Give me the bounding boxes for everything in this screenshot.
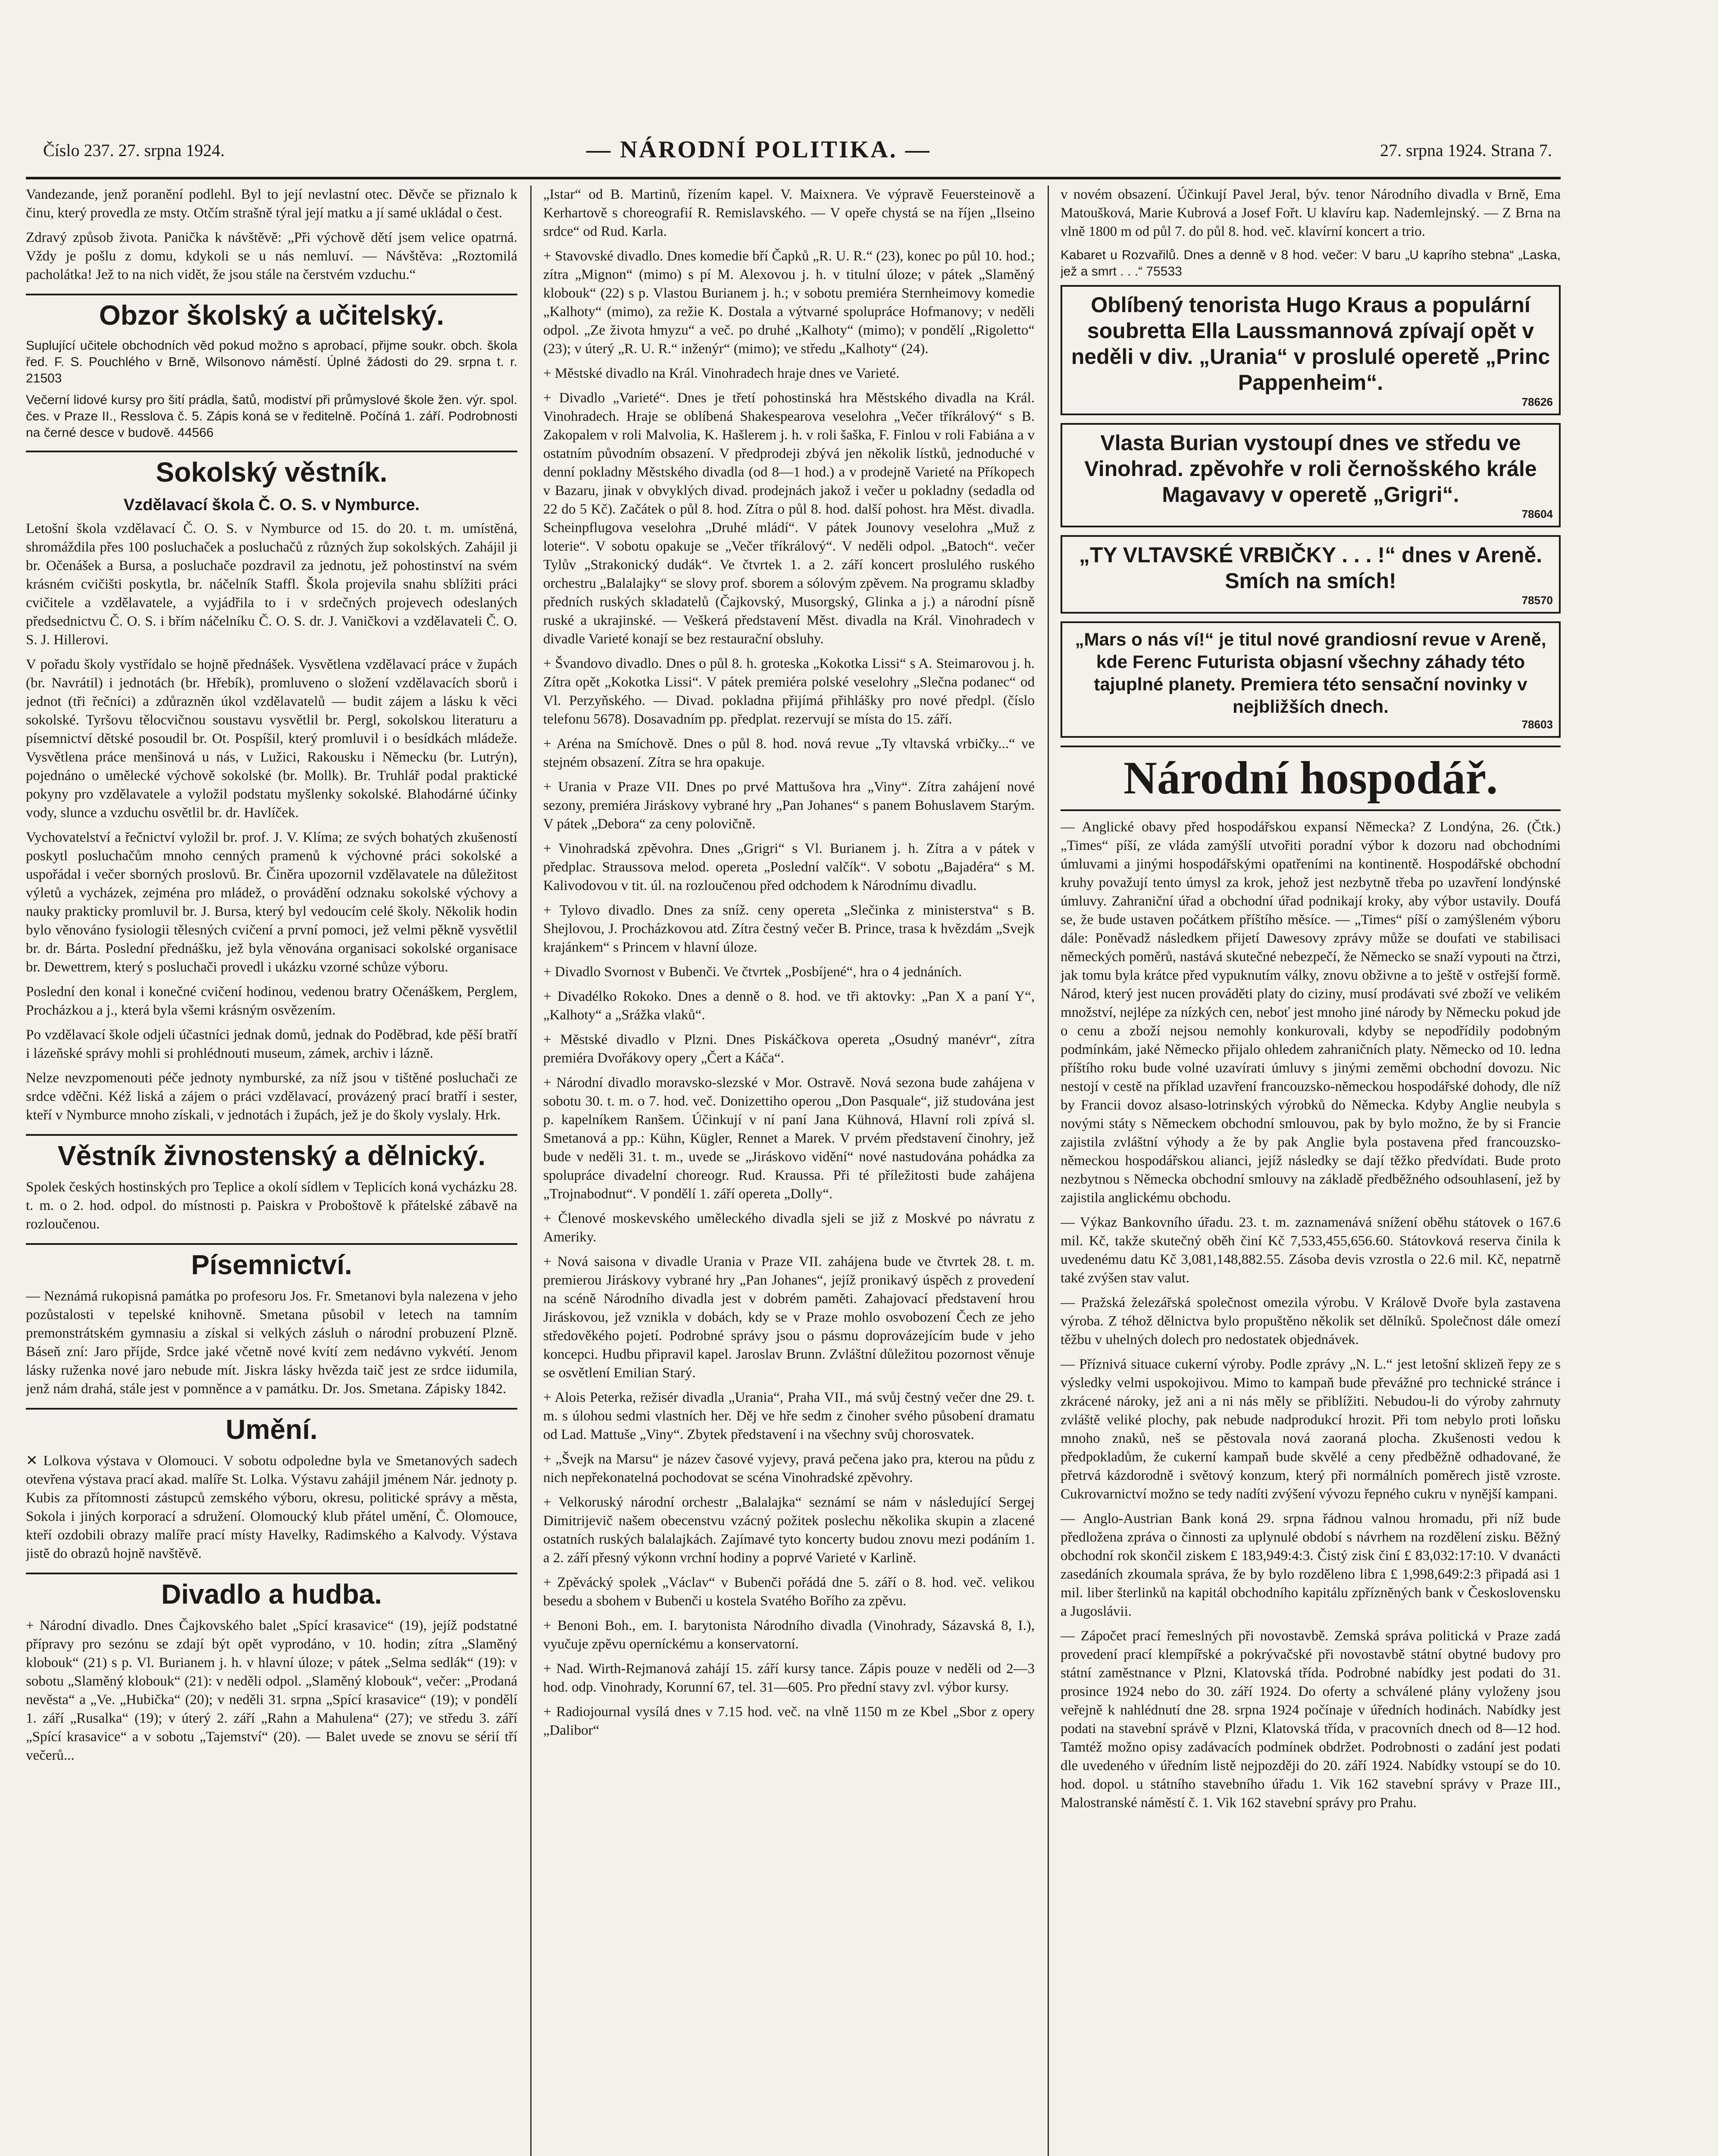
notice-paragraph: Večerní lidové kursy pro šití prádla, šatů, modiství při průmyslové škole žen. výr. spol. čes. v Praze II., Resslova č. 5. Zápis koná se v ředitelně. Počíná 1. září. Podrobnosti na černé desce v budově. 44566 xyxy=(26,393,517,440)
article-paragraph: v novém obsazení. Účinkují Pavel Jeral, býv. tenor Národního divadla v Brně, Ema Matoušková, Marie Kubrová a Josef Fořt. U klavíru kap. Nademlejnský. — Z Brna na vlně 1800 m od půl 7. do půl 8. hod. več. klavírní koncert a trio. xyxy=(1061,187,1561,239)
article-paragraph: Vandezande, jenž poranění podlehl. Byl to její nevlastní otec. Děvče se přiznalo k činu, který provedla ze msty. Otčím strašně týral její matku a jí samé ukládal o čest. xyxy=(26,187,517,221)
article-paragraph: Vychovatelství a řečnictví vyložil br. prof. J. V. Klíma; ze svých bohatých zkušeností poskytl posluchačům mnoho cenných pramenů k výchovné práci sokolské a uspořádal i večer sborných proslovů. Br. Činěra upozornil vzdělavatele na důležitost výletů a vycházek, zejména pro mládež, o provádění odznaku sokolské výchovy a nauky prakticky promluvil br. J. Bursa, který byl vedoucím celé školy. Několik hodin bylo věnováno fysiologii tělesných cvičení a první pomoci, jež velmi pěkně vysvětlil br. dr. Bárta. Poslední přednášku, jež byla věnována organisaci sokolské organisace br. Dewettrem, který s posluchači provedl i ukázku vzorné schůze výboru. xyxy=(26,830,517,975)
article-paragraph: + Zpěvácký spolek „Václav“ v Bubenči pořádá dne 5. září o 8. hod. več. velikou besedu a sbohem v Bubenči u kostela Svatého Bořího za zpěvu. xyxy=(543,1575,1035,1609)
article-paragraph: — Anglo-Austrian Bank koná 29. srpna řádnou valnou hromadu, při níž bude předložena zpráva o činnosti za uplynulé období s návrhem na rozdělení zisku. Běžný obchodní rok skončil ziskem £ 183,949:4:3. Čistý zisk činí £ 83,032:17:10. V dvanácti zasedáních zkoumala správa, že by bylo rozděleno libra £ 1,998,649:2:3 připadá asi 1 mil. liber šterlinků na kapitál obchodního kapitálu zpřízněných bank v Československu a Jugoslávii. xyxy=(1061,1511,1561,1619)
article-paragraph: V pořadu školy vystřídalo se hojně přednášek. Vysvětlena vzdělavací práce v župách (br. Navrátil) i jednotách (br. Hřebík), promluveno o složení vzdělavacích sborů i jednot (tři řečníci) a zdůrazněn úkol vzdělavatelů — budit zájem a lásku k věci sokolské. Tyršovu tělocvičnou soustavu vysvětlil br. Pergl, sokolskou literaturu a písemnictví dětské posoudil br. Ot. Pospíšil, který promluvil i o besídkách mládeže. Vysvětlena práce menšinová u nás, v Lužici, Rakousku i Německu (br. Lutrýn), pojednáno o umělecké výchově sokolské (br. Mollk). Br. Truhlář podal praktické pokyny pro vzdělavatele a vyložil podstatu myšlenky sokolské. Blahodárné účinky vody, slunce a vzduchu osvětlil br. dr. Havlíček. xyxy=(26,657,517,821)
article-paragraph: + Benoni Boh., em. I. barytonista Národního divadla (Vinohrady, Sázavská 8, I.), vyučuje zpěvu operníckému a konservatorní. xyxy=(543,1618,1035,1652)
article-paragraph: Nelze nevzpomenouti péče jednoty nymburské, za níž jsou v tištěné posluchači ze srdce vděčni. Kéž liská a zájem o práci vzdělavací, provázený prací bratří i sester, kteří v Nymburce mnoho získali, v jednotách i župách, jež je do školy vyslaly. Hrk. xyxy=(26,1070,517,1123)
ad-code: 78603 xyxy=(1521,718,1553,731)
article-paragraph: + Národní divadlo. Dnes Čajkovského balet „Spící krasavice“ (19), jejíž podstatné přípravy pro sezónu se zdají být opět vyprodáno, v 10. hodin; zítra „Slaměný klobouk“ (21) s p. Vl. Burianem j. h. v hlavní úloze; v pátek „Selma sedlák“ (19): v sobotu „Slaměný klobouk“ (21): v neděli odpol. „Slaměný klobouk“, večer: „Prodaná nevěsta“ a „Ve. „Hubička“ (20); v neděli 31. srpna „Spící krasavice“ (19); v pondělí 1. září „Rusalka“ (19); v úterý 2. září „Rahn a Mahulena“ (27); ve středu 3. září „Spící krasavice“ a v sobotu „Tajemství“ (20). — Balet uvede se znovu se sérií tří večerů... xyxy=(26,1618,517,1763)
article-paragraph: Spolek českých hostinských pro Teplice a okolí sídlem v Teplicích koná vycházku 28. t. m. o 2. hod. odpol. do místnosti p. Paiskra v Proboštově k přátelské zábavě na rozloučenou. xyxy=(26,1179,517,1232)
article-paragraph: — Neznámá rukopisná památka po profesoru Jos. Fr. Smetanovi byla nalezena v jeho pozůstalosti v tepelské knihovně. Smetana působil v letech na tamním premonstrátském gymnasiu a získal si velkých zásluh o národní probuzení Plzně. Báseň zní: Jaro příjde, Srdce jaké včetně nové kvítí zem nedávno vykvétí. Jenom lásky ruženka nové jaro nebude mít. Jiskra lásky hvězda taič jest ze srdce iidumila, jenž nám drahá, stále jest v pomněnce a v památku. Dr. Jos. Smetana. Zápisky 1842. xyxy=(26,1288,517,1397)
article-paragraph: + Národní divadlo moravsko-slezské v Mor. Ostravě. Nová sezona bude zahájena v sobotu 30. t. m. o 7. hod. več. Donizettiho operou „Don Pasquale“, již studována jest p. kapelníkem Ranšem. Účinkují v ní paní Jana Kühnová, Hlavní roli zpívá sl. Smetanová a pp.: Kühn, Kügler, Rennet a Marek. V prvém představení činohry, jež bude v neděli 31. t. m., uvede se „Jiráskovo vidění“ nové nastudována pohádka za spolupráce divadelní choreogr. Rud. Kraussa. Při té příležitosti bude zahájena „Trojnabodnut“. V pondělí 1. září opereta „Dolly“. xyxy=(543,1075,1035,1202)
ad-text: „TY VLTAVSKÉ VRBIČKY . . . !“ dnes v Areně. Smích na smích! xyxy=(1079,543,1543,593)
issue-number: Číslo 237. 27. srpna 1924. xyxy=(43,141,225,160)
notice-paragraph: Suplující učitele obchodních věd pokud možno s aprobací, přijme soukr. obch. škola řed. F. S. Pouchlého v Brně, Wilsonovo náměstí. Úplné žádosti do 29. srpna t. r. 21503 xyxy=(26,338,517,385)
ad-text: „Mars o nás ví!“ je titul nové grandiosní revue v Areně, kde Ferenc Futurista objasní všechny záhady této tajuplné planety. Premiera této sensační novinky v nejbližších dnech. xyxy=(1075,629,1546,717)
section-heading: Věstník živnostenský a dělnický. xyxy=(26,1134,517,1172)
section-title: Národní hospodář. xyxy=(1061,746,1561,811)
advertisement-box xyxy=(1061,535,1561,614)
page-header xyxy=(26,129,1561,179)
advertisement-box xyxy=(1061,621,1561,738)
article-paragraph: Letošní škola vzdělavací Č. O. S. v Nymburce od 15. do 20. t. m. umístěná, shromáždila přes 100 posluchaček a posluchačů z různých žup sokolských. Zahájil ji br. Očenášek a Bursa, a posluchače pozdravil za jednotu, jež pohostinství na svém krásném cvičišti poskytla, br. náčelník Staffl. Škola projevila snahu sblížiti práci cvičitele a vzdělavatele, a vyjádřila to i v srdečných projevech odeslaných předsednictvu Č. O. S. i břím náčelníku Č. O. S. dr. J. Vaničkovi a vzdělavateli Č. O. S. J. Hillerovi. xyxy=(26,521,517,648)
column-divider xyxy=(1048,185,1049,2156)
column-divider xyxy=(530,185,532,2156)
article-paragraph: — Výkaz Bankovního úřadu. 23. t. m. zaznamenává snížení oběhu státovek o 167.6 mil. Kč, takže skutečný oběh činí Kč 7,533,455,656.60. Státovková reserva činila k uvedenému datu Kč 3,081,148,882.55. Zásoba devis vzrostla o 22.6 mil. Kč, nepatrně také zvýšen stav valut. xyxy=(1061,1215,1561,1286)
page-number: 27. srpna 1924. Strana 7. xyxy=(1380,141,1552,160)
article-paragraph: + Velkoruský národní orchestr „Balalajka“ seznámí se nám v následující Sergej Dimitrijevič našem obecenstvu vzácný požitek poslechu několika skupin a zlacené ostatních ruských balalajkách. Zajímavé tyto koncerty budou znovu mezi podáním 1. a 2. září přesný výkonn vrchní hodiny a poprvé Varieté v Karlině. xyxy=(543,1495,1035,1566)
newspaper-page xyxy=(26,129,1561,2156)
article-paragraph: + Členové moskevského uměleckého divadla sjeli se již z Moskvé po návratu z Ameriky. xyxy=(543,1211,1035,1245)
column-3 xyxy=(1061,185,1561,2156)
article-paragraph: — Anglické obavy před hospodářskou expansí Německa? Z Londýna, 26. (Čtk.) „Times“ píší, ze vláda zamýšlí utvořiti poradní výbor k dozoru nad obchodními úmluvami a jinými hospodářskými opatřeními na kontinentě. Hospodářské obchodní kruhy považují tento úmysl za krok, jehož jest nezbytně třeba po uzavření londýnské úmluvy. Zahraniční úřad a obchodní úřad podnikají kroky, aby výbor ustavily. Doufá se, že bude ustaven počátkem příštího měsíce. — „Times“ píší o zamýšleném výboru dále: Poněvadž následkem přijetí Dawesovy zprávy může se doufati ve stabilisaci německých poměrů, nastává skutečné nebezpečí, že Německo se snaží vypouti na čtrzi, jak tomu byla krátce před vypuknutím války, znovu obživne a to ještě v ostřejší formě. Národ, který jest nucen prováděti platy do ciziny, musí prodávati své zboží ve velikém množství, nejlépe za nízkých cen, neboť jest mnoho jiné národy by Německu pokud jde o cenu a zboží nejsou nemohly konkurovali, kdyby se nepodřídily podobným podmínkám, jaké Německo přijalo ohledem zahraničních platy. Německo od 10. ledna příštího roku bude volné uzavírati úmluvy s jinými zeměmi obchodní dovozu. Nic nestojí v cestě na příklad uzavření francouzsko-německou hospodářské dohody, dle níž by Francii dovoz alsaso-lotrinských výrobků do Německa. Kdyby Anglie neubyla s novými státy s Německem obchodní smlouvou, pak by bylo možno, že by si Francie zajistila zvláštní výhody a že by pak Anglie byla postavena před francouzsko-německou hospodářskou alianci, jejíž následky se dají těžko předvídati. Bude proto nezbytnou s Německa obchodní smlouvy na základě předběžného odsouhlasení, jež by zajistila anglickému obchodu. xyxy=(1061,819,1561,1206)
article-paragraph: + Alois Peterka, režisér divadla „Urania“, Praha VII., má svůj čestný večer dne 29. t. m. s úlohou sedmi vlastních her. Děj ve hře sedm z činoher svého působení dramatu od Lad. Mattuše „Viny“. Zbytek představení i na všechny svůj chorosvatek. xyxy=(543,1390,1035,1442)
advertisement-box xyxy=(1061,285,1561,415)
section-heading: Divadlo a hudba. xyxy=(26,1573,517,1611)
article-paragraph: + Urania v Praze VII. Dnes po prvé Mattušova hra „Viny“. Zítra zahájení nové sezony, premiéra Jiráskovy vybrané hry „Pan Johanes“ s panem Bohuslavem Starým. V pátek „Debora“ za ceny polovičně. xyxy=(543,779,1035,832)
ad-code: 78570 xyxy=(1521,594,1553,607)
article-paragraph: + Radiojournal vysílá dnes v 7.15 hod. več. na vlně 1150 m ze Kbel „Sbor z opery „Dalibor“ xyxy=(543,1704,1035,1738)
article-paragraph: — Příznivá situace cukerní výroby. Podle zprávy „N. L.“ jest letošní sklizeň řepy ze s výsledky velmi uspokojivou. Mimo to kampaň bude převážné pro technické stránce i zkrácené nároky, jež ani a ni nás měly se přiblížiti. Nebudou-li do výroby zahrnuty zvláště veliké plochy, pak nebude nadprodukcí hrozit. Při tom nebylo proti loňsku mnoho znaků, neš se pěstovala nová zaoraná plocha. Zkušenosti vedou k předpokladům, že cukerní kampaň bude skvělé a ceny předběžně odhadované, že přetrvá kázdorodně i světový konzum, který při normálních poměrech jistě vzroste. Cukrovarnictví možno se tedy nadíti zvýšení vývozu řepného cukru v nynější kampani. xyxy=(1061,1357,1561,1502)
article-paragraph: + Městské divadlo v Plzni. Dnes Piskáčkova opereta „Osudný manévr“, zítra premiéra Dvořákovy opery „Čert a Káča“. xyxy=(543,1032,1035,1066)
newspaper-title: — NÁRODNÍ POLITIKA. — xyxy=(586,136,931,163)
article-paragraph: + „Švejk na Marsu“ je název časové vyjevy, pravá pečena jako pra, kterou na půdu z nich nepřekonatelná pochodovat se scéna Vinohradské zpěvohry. xyxy=(543,1451,1035,1485)
ad-text: Oblíbený tenorista Hugo Kraus a populární soubretta Ella Laussmannová zpívají opět v neděli v div. „Urania“ v proslulé operetě „Princ Pappenheim“. xyxy=(1071,293,1550,395)
article-paragraph: + Vinohradská zpěvohra. Dnes „Grigri“ s Vl. Burianem j. h. Zítra a v pátek v předplac. Straussova melod. opereta „Poslední valčík“. V sobotu „Bajadéra“ s M. Kalivodovou v tit. úl. na rozloučenou před odchodem k Národnímu divadlu. xyxy=(543,841,1035,893)
article-paragraph: + Nová saisona v divadle Urania v Praze VII. zahájena bude ve čtvrtek 28. t. m. premierou Jiráskovy vybrané hry „Pan Johanes“, jejíž pronikavý úspěch z provedení na scéně Národního divadla jest v dobrém paměti. Zahajovací představení hrou Jiráskovou, jež vznikla v dobách, kdy se v Praze mohlo osvobození Čech ze jeho středověkého pojetí. Podrobné správy jsou o pásmu doprovázejícím bude v jeho koncepci. Hudbu připravil kapel. Jaroslav Brunn. Zvláštní důležitou pozornost věnuje se osvětlení Emilian Starý. xyxy=(543,1254,1035,1381)
ad-code: 78626 xyxy=(1521,395,1553,408)
article-paragraph: + Divadlo „Varieté“. Dnes je třetí pohostinská hra Městského divadla na Král. Vinohradech. Hraje se oblíbená Shakespearova veselohra „Večer tříkrálový“ s B. Zakopalem v roli Malvolia, K. Hašlerem j. h. v roli šaška, F. Finlou v roli Fabiána a v ostatním původním obsazení. V předprodeji zbývá jen několik lístků, jednoduché v denní pokladny Městského divadla (od 8—1 hod.) a v prodejně Varieté na Příkopech v Bazaru, jinak v obvyklých divad. prodejnách jakož i večer u pokladny (sedadla od 22 do 5 Kč). Začátek o půl 8. hod. Zítra o půl 8. hod. další pohost. hra Měst. divadla. Scheinpflugova veselohra „Druhé mládí“. V pátek Jounovy veselohra „Muž z loterie“. V sobotu opakuje se „Večer tříkrálový“. V neděli odpol. „Batoch“. večer Tylův „Strakonický dudák“. Ve čtvrtek 1. a 2. září koncert proslulého ruského orchestru „Balalajky“ se slovy prof. sborem a sólovým zpěvem. Na programu skladby předních ruských skladatelů (Čajkovský, Musorgský, Glinka a j.) a národní písně ruské a ukrajinské. — Veškerá představení Měst. divadla na Král. Vinohradech v divadle Varieté konají se bez restaurační obsluhy. xyxy=(543,390,1035,647)
article-paragraph: Poslední den konal i konečné cvičení hodinou, vedenou bratry Očenáškem, Perglem, Procházkou a j., která byla všemi krásným osvězením. xyxy=(26,984,517,1018)
article-paragraph: „Istar“ od B. Martinů, řízením kapel. V. Maixnera. Ve výpravě Feuersteinově a Kerhartově s choreografií R. Remislavského. — V opeře chystá se na říjen „Ilseino srdce“ od Rud. Karla. xyxy=(543,187,1035,239)
article-heading: Vzdělavací škola Č. O. S. v Nymburce. xyxy=(123,496,420,514)
article-paragraph: — Zápočet prací řemeslných při novostavbě. Zemská správa politická v Praze zadá provedení prací klempířské a pokrývačské při novostavbě státní obytné budovy pro státní zaměstnance v Plzni, Klatovská třída. Podrobné nabídky jest podati do 31. prosince 1924 nebo do 30. září 1924. Do oferty a schválené plány vyloženy jsou veřejně k nahlédnutí dne 28. srpna 1924 počínaje v úředních hodinách. Nabídky jest podati na stavební správě v Plzni, Klatovská třída, v pracovních dnech od 8—12 hod. Tamtéž možno opisy zadávacích podmínek obdržet. Podrobnosti o zadání jest podati dle uvedeného v úředním listě nejpozději do 20. září 1924. Nabídky vstoupí se do 10. hod. dopol. u státního stavebního úřadu 1. Vik 162 stavební správy v Praze III., Malostranské náměstí č. 1. Vik 162 stavební správy pro Prahu. xyxy=(1061,1628,1561,1811)
notice-paragraph: Kabaret u Rozvařilů. Dnes a denně v 8 hod. večer: V baru „U kaprího stebna“ „Laska, jež a smrt . . .“ 75533 xyxy=(1061,248,1561,279)
section-heading: Písemnictví. xyxy=(26,1243,517,1281)
article-paragraph: + Divadélko Rokoko. Dnes a denně o 8. hod. ve tři aktovky: „Pan X a paní Y“, „Kalhoty“ a „Srážka vlaků“. xyxy=(543,989,1035,1023)
column-2 xyxy=(543,185,1035,2156)
article-paragraph: + Švandovo divadlo. Dnes o půl 8. h. groteska „Kokotka Lissi“ s A. Steimarovou j. h. Zítra opět „Kokotka Lissi“. V pátek premiéra polské veselohry „Slečna podanec“ od Vl. Perzyňského. — Divad. pokladna přijímá přihlášky pro nové předpl. (číslo telefonu 5678). Dosavadním pp. předplat. rezervují se místa do 15. září. xyxy=(543,656,1035,727)
article-paragraph: ✕ Lolkova výstava v Olomouci. V sobotu odpoledne byla ve Smetanových sadech otevřena výstava prací akad. malíře St. Lolka. Výstavu zahájil jménem Nár. jednoty p. Kubis za přítomnosti zástupců zemského výboru, okresu, politické správy a města, Sokola i jiných korporací a sdružení. Olomoucký klub přátel umění, Č. Olomouce, kteří ozdobili obrazy malíře prací místy Havelky, Radimského a Kalvody. Výstava jistě do obrazů hojně navštěvě. xyxy=(26,1453,517,1561)
article-paragraph: + Tylovo divadlo. Dnes za sníž. ceny opereta „Slečinka z ministerstva“ s B. Shejlovou, J. Procházkovou atd. Zítra čestný večer B. Prince, trasa k hvězdám „Svejk krajánkem“ s Princem v hlavní úloze. xyxy=(543,903,1035,955)
article-paragraph: + Divadlo Svornost v Bubenči. Ve čtvrtek „Posbíjené“, hra o 4 jednáních. xyxy=(543,964,962,980)
article-paragraph: Po vzdělavací škole odjeli účastníci jednak domů, jednak do Poděbrad, kde pěší bratří i lázeňské správy mohli si prohlédnouti museum, zámek, archiv i lázně. xyxy=(26,1027,517,1061)
article-paragraph: + Aréna na Smíchově. Dnes o půl 8. hod. nová revue „Ty vltavská vrbičky...“ ve stejném obsazení. Zítra se hra opakuje. xyxy=(543,736,1035,770)
section-heading: Sokolský věstník. xyxy=(26,451,517,489)
section-heading: Obzor školský a učitelský. xyxy=(26,294,517,332)
article-paragraph: — Pražská železářská společnost omezila výrobu. V Králově Dvoře byla zastavena výroba. Z téhož dělnictva bylo propuštěno několik set dělníků. Společnost dále omezí těžbu v uhelných dolech pro nedostatek objednávek. xyxy=(1061,1295,1561,1348)
columns xyxy=(26,185,1561,2156)
ad-text: Vlasta Burian vystoupí dnes ve středu ve Vinohrad. zpěvohře v roli černošského krále Magavavy v operetě „Grigri“. xyxy=(1084,431,1537,507)
article-paragraph: + Stavovské divadlo. Dnes komedie bří Čapků „R. U. R.“ (23), konec po půl 10. hod.; zítra „Mignon“ (mimo) s pí M. Alexovou j. h. v titulní úloze; v pátek „Slaměný klobouk“ (22) s p. Vlastou Burianem j. h.; v sobotu premiéra Sternheimovy komedie „Kalhoty“ (mimo), za režie K. Dostala a výtvarné spolupráce Hofmanovy; v neděli odpol. „Ze života hmyzu“ a več. po druhé „Kalhoty“ (mimo); v pondělí „Rigoletto“ (23); v úterý „R. U. R.“ inženýr“ (mimo); ve středu „Kalhoty“ (24). xyxy=(543,248,1035,357)
article-paragraph: + Městské divadlo na Král. Vinohradech hraje dnes ve Varieté. xyxy=(543,366,900,381)
ad-code: 78604 xyxy=(1521,508,1553,520)
column-1 xyxy=(26,185,517,2156)
advertisement-box xyxy=(1061,423,1561,527)
article-paragraph: Zdravý způsob života. Panička k návštěvě: „Při výchově dětí jsem velice opatrná. Vždy je pošlu z domu, kdykoli se u nás nemluví. — Návštěva: „Roztomilá pacholátka! Jež to na nich vidět, že jsou stále na čerstvém vzduchu.“ xyxy=(26,230,517,282)
article-paragraph: + Nad. Wirth-Rejmanová zahájí 15. září kursy tance. Zápis pouze v neděli od 2—3 hod. odp. Vinohrady, Korunní 67, tel. 31—605. Pro přední stavy zvl. výbor kursy. xyxy=(543,1661,1035,1695)
section-heading: Umění. xyxy=(26,1408,517,1446)
